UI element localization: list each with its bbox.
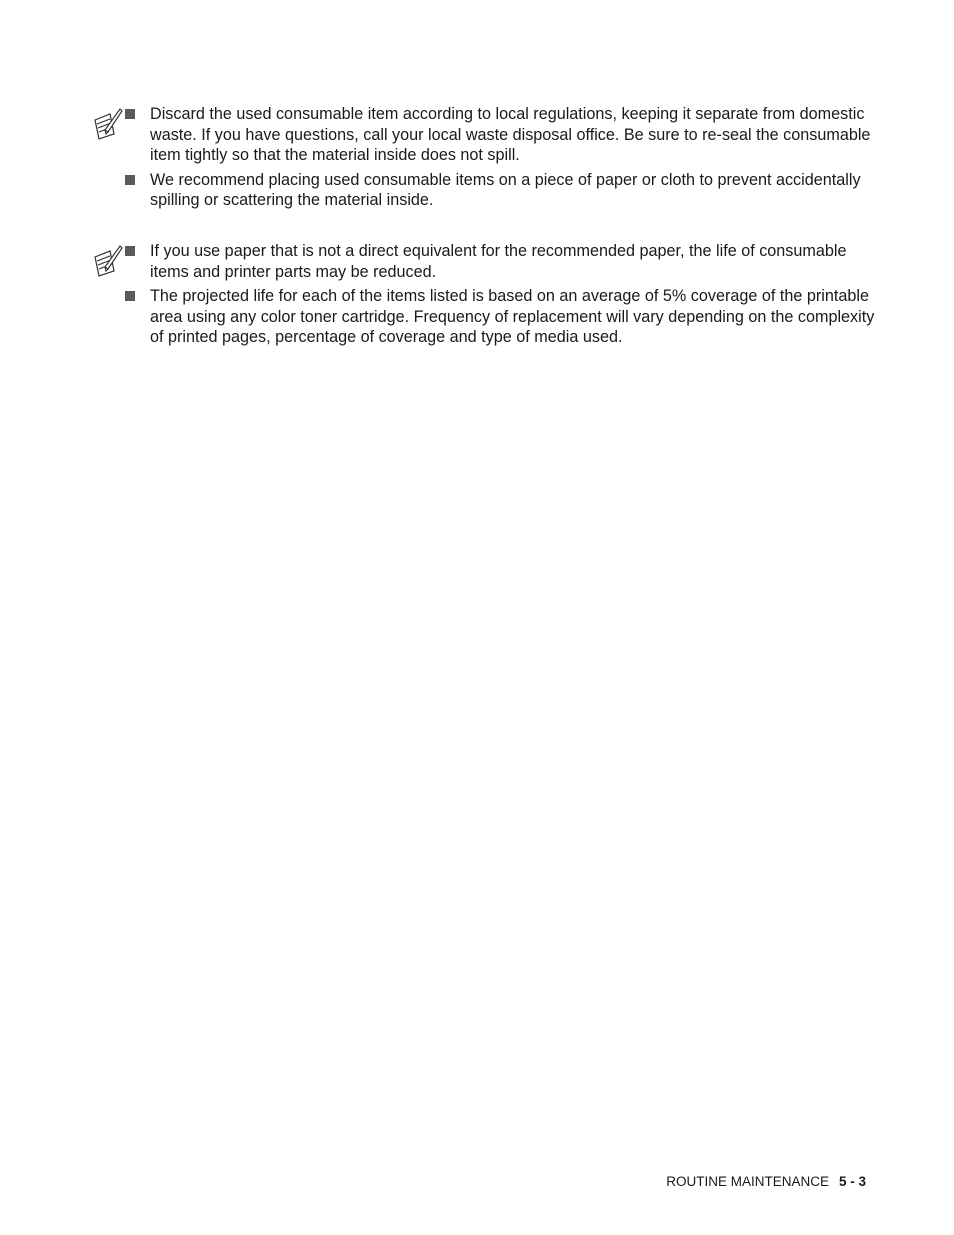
bullet-square-icon (125, 291, 135, 301)
list-item (92, 104, 882, 166)
bullet-square-icon (125, 175, 135, 185)
note-block-1 (92, 104, 882, 215)
bullet-text: We recommend placing used consumable items on a piece of paper or cloth to prevent accidentally spilling or scattering the material inside. (150, 170, 861, 210)
bullet-square-icon (125, 246, 135, 256)
list-item (92, 170, 882, 211)
note-block-2 (92, 241, 882, 352)
bullet-text: If you use paper that is not a direct equivalent for the recommended paper, the life of consumable items and printer parts may be reduced. (150, 242, 847, 281)
note-bullet-list (92, 104, 882, 211)
footer-section-title: ROUTINE MAINTENANCE (666, 1174, 829, 1189)
bullet-square-icon (125, 109, 135, 119)
page-footer (666, 1174, 866, 1189)
list-item (92, 241, 882, 282)
page-number: 5 - 3 (838, 1174, 866, 1189)
list-item (92, 286, 882, 348)
bullet-text: The projected life for each of the items listed is based on an average of 5% coverage of the printable area using any color toner cartridge. Frequency of replacement will vary depending on the complexity of printed pages, percentage of coverage and type of media used. (150, 287, 875, 347)
bullet-text: Discard the used consumable item according to local regulations, keeping it separate from domestic waste. If you have questions, call your local waste disposal office. Be sure to re-seal the consumable item tightly so that the material inside does not spill. (150, 105, 871, 165)
note-bullet-list (92, 241, 882, 348)
